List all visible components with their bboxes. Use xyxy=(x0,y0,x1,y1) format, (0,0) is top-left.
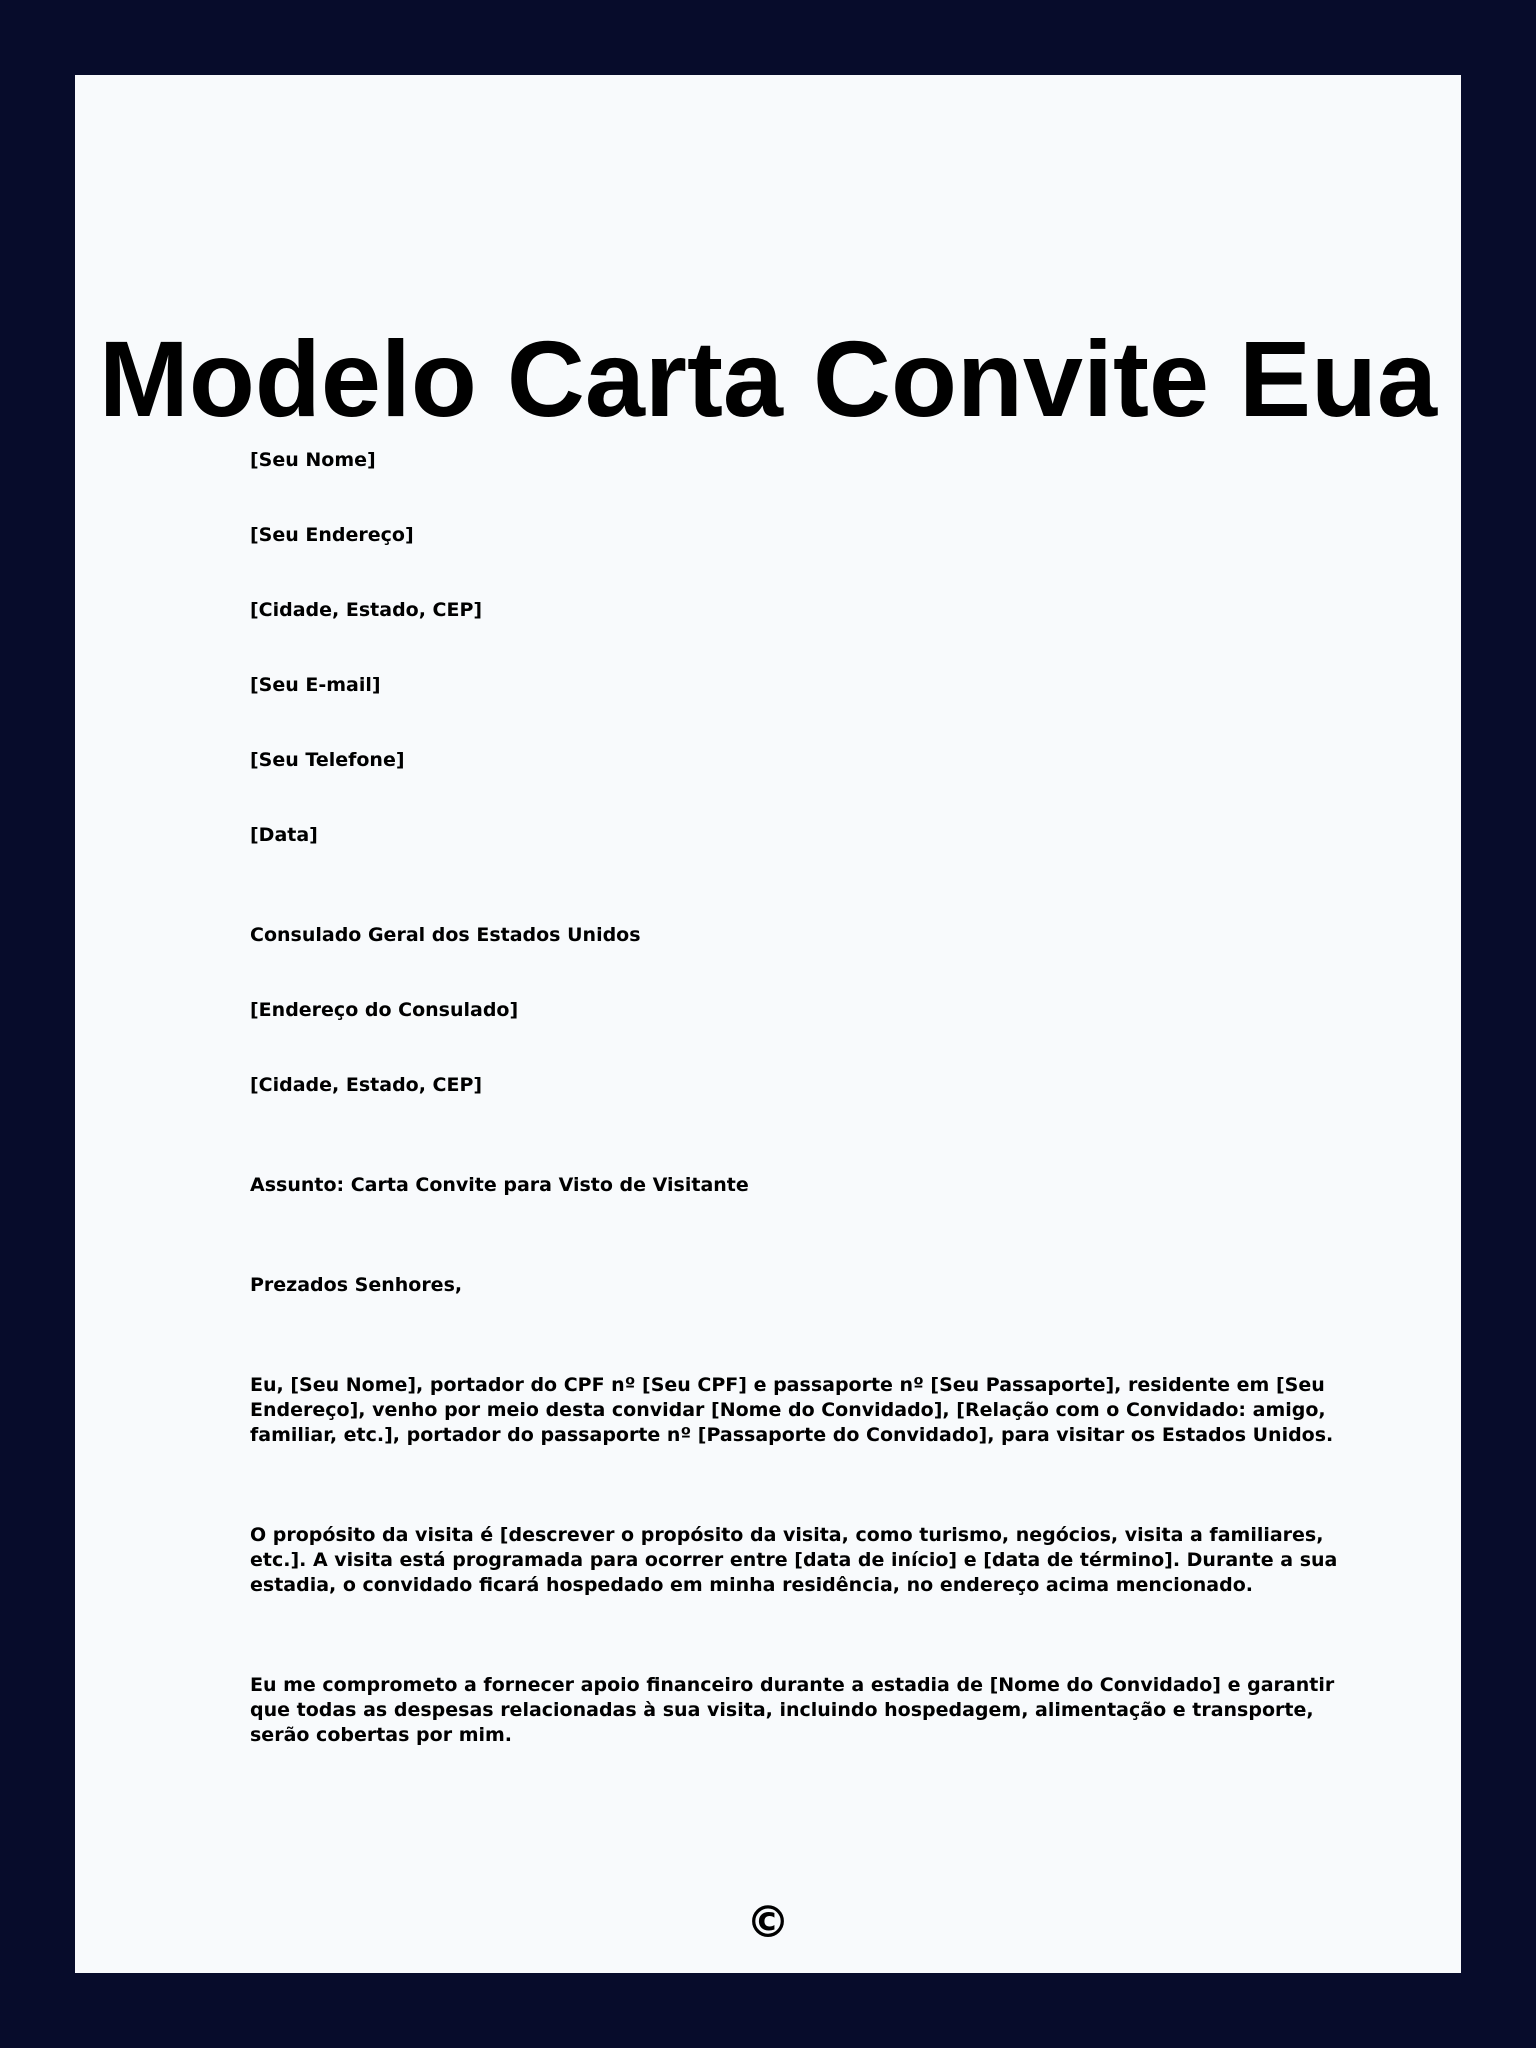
sender-name: [Seu Nome] xyxy=(250,449,376,471)
body-paragraph-3: Eu me comprometo a fornecer apoio financeiro durante a estadia de [Nome do Convidado] e garantir que todas as despesas relacionadas à sua visita, incluindo hospedagem, alimentação e transporte, serão cobertas por mim. xyxy=(250,1674,1335,1746)
sender-phone: [Seu Telefone] xyxy=(250,749,405,771)
letter-salutation: Prezados Senhores, xyxy=(250,1274,463,1296)
document-page xyxy=(75,75,1461,1973)
recipient-name: Consulado Geral dos Estados Unidos xyxy=(250,924,641,946)
body-paragraph-2: O propósito da visita é [descrever o propósito da visita, como turismo, negócios, visita a familiares, etc.]. A visita está programada para ocorrer entre [data de início] e [data de término]. Durante a sua estadia, o convidado ficará hospedado em minha residência, no endereço acima mencionado. xyxy=(250,1524,1338,1596)
sender-city: [Cidade, Estado, CEP] xyxy=(250,599,483,621)
copyright-icon: © xyxy=(746,1897,790,1948)
document-title: Modelo Carta Convite Eua xyxy=(98,318,1438,439)
sender-address: [Seu Endereço] xyxy=(250,524,414,546)
recipient-address: [Endereço do Consulado] xyxy=(250,999,519,1021)
body-paragraph-1: Eu, [Seu Nome], portador do CPF nº [Seu CPF] e passaporte nº [Seu Passaporte], residente em [Seu Endereço], venho por meio desta convidar [Nome do Convidado], [Relação com o Convidado: amigo, familiar, etc.], portador do passaporte nº [Passaporte do Convidado], para visitar os Estados Unidos. xyxy=(250,1374,1334,1446)
recipient-city: [Cidade, Estado, CEP] xyxy=(250,1074,483,1096)
letter-date: [Data] xyxy=(250,824,318,846)
letter-subject: Assunto: Carta Convite para Visto de Visitante xyxy=(250,1174,749,1196)
sender-email: [Seu E-mail] xyxy=(250,674,381,696)
